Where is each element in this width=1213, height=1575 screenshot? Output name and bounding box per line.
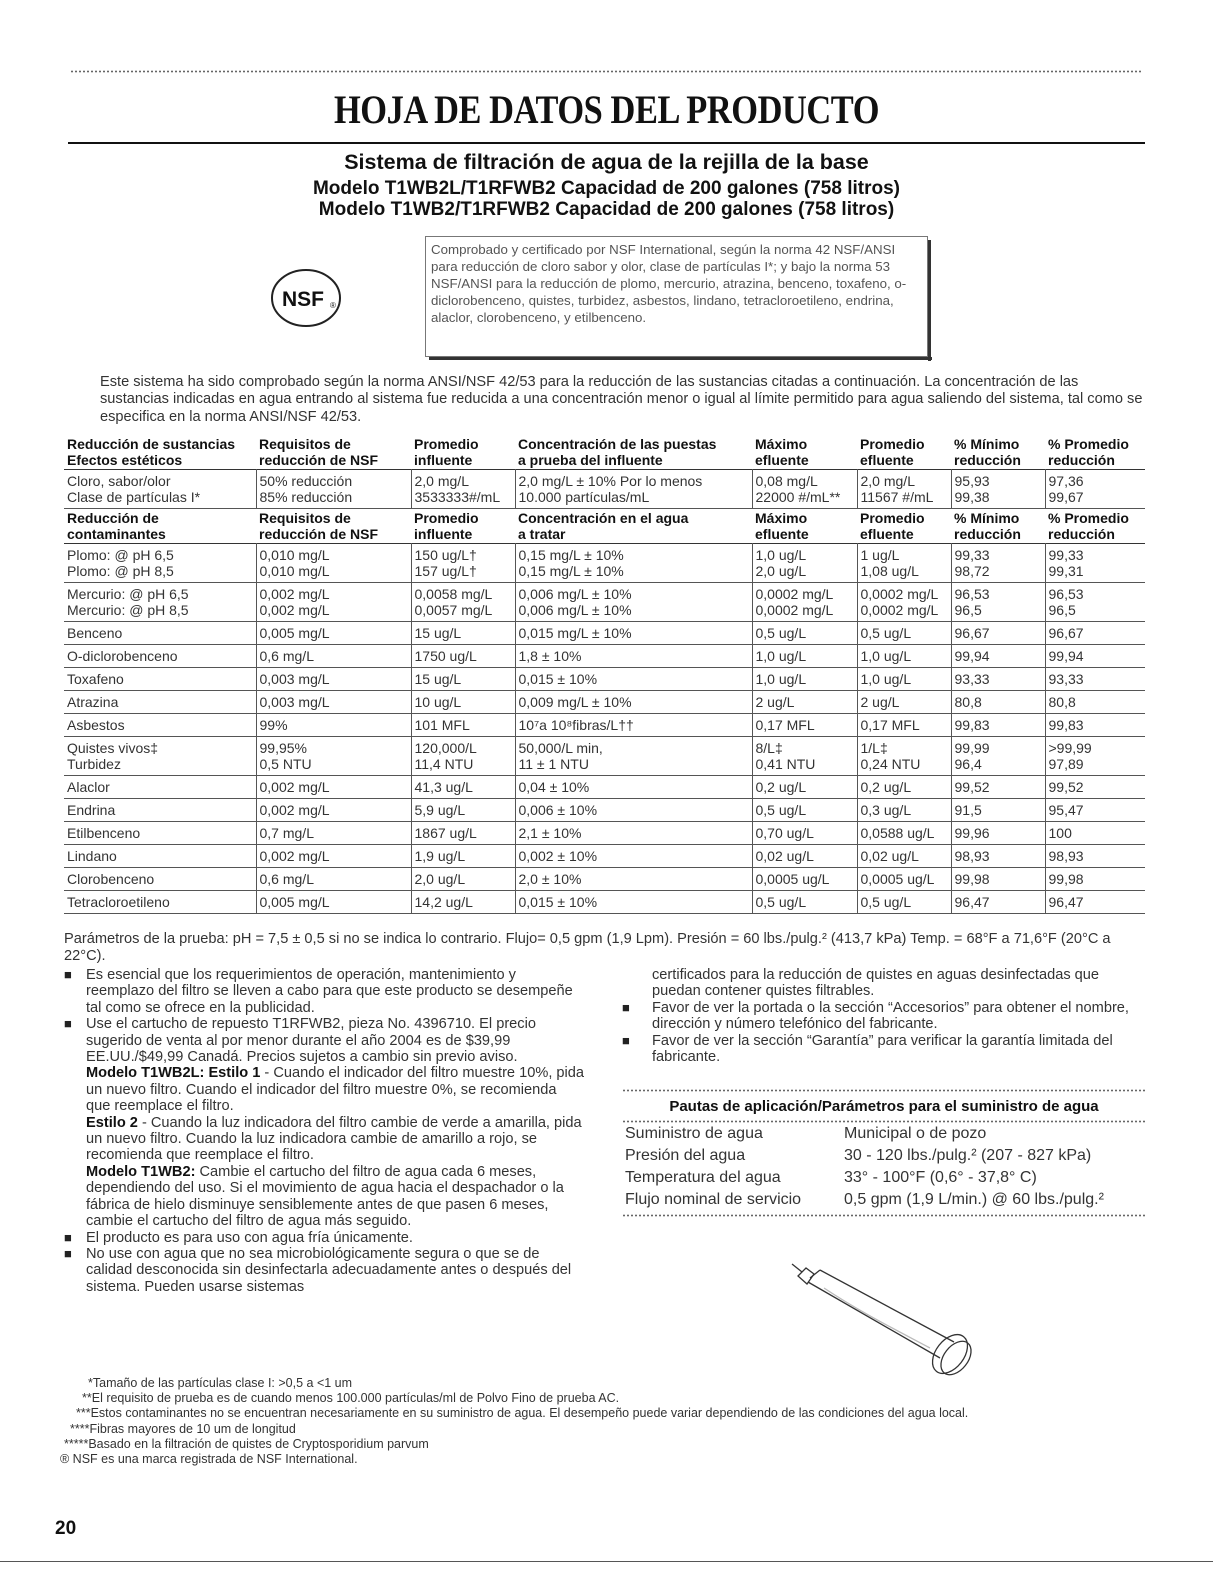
column-header: Reducción de contaminantes (67, 510, 166, 542)
table-cell: 80,8 (1045, 691, 1145, 714)
table-cell: Atrazina (64, 691, 256, 714)
table-cell: 80,8 (951, 691, 1045, 714)
table-cell: 2,0 mg/L 3533333#/mL (411, 470, 515, 509)
guideline-label: Flujo nominal de servicio (625, 1191, 802, 1208)
table-row (64, 737, 1145, 776)
column-header: % Promedio reducción (1048, 510, 1129, 542)
style-2-paragraph (86, 1115, 584, 1164)
table-cell: 1,0 ug/L 2,0 ug/L (752, 544, 857, 583)
table-cell: 0,002 mg/L (256, 799, 411, 822)
table-row (64, 583, 1145, 622)
list-item (64, 1246, 584, 1295)
style-text: - Cuando la luz indicadora del filtro cambie de verde a amarilla, pida un nuevo filtro. Cuando la luz indicadora cambie de amarillo a rojo, se recomienda que reemplace el filtro. (86, 1114, 582, 1164)
table-row (64, 544, 1145, 583)
table-cell: 0,70 ug/L (752, 822, 857, 845)
table-cell: 0,15 mg/L ± 10% 0,15 mg/L ± 10% (515, 544, 752, 583)
intro-paragraph: Este sistema ha sido comprobado según la norma ANSI/NSF 42/53 para la reducción de las sustancias citadas a continuación. La concentración de las sustancias indicadas en agua entrando al sistema fue reducida a una concentración menor o igual al límite permitido para agua saliendo del sistema, tal como se especifica en la norma ANSI/NSF 42/53. (100, 374, 1143, 425)
model-text: Cambie el cartucho del filtro de agua cada 6 meses, dependiendo del uso. Si el movimiento de agua hacia el despachador o la fábrica de hielo disminuye sensiblemente antes de que pasen 6 meses, cambie el cartucho del filtro de agua más seguido. (86, 1163, 564, 1230)
table-cell: 1,8 ± 10% (515, 645, 752, 668)
table-cell: 2,1 ± 10% (515, 822, 752, 845)
column-header: Concentración de las puestas a prueba del influente (518, 436, 717, 468)
table-cell: Toxafeno (64, 668, 256, 691)
table-cell: 0,0002 mg/L 0,0002 mg/L (752, 583, 857, 622)
table-cell: O-diclorobenceno (64, 645, 256, 668)
table-cell: 0,5 ug/L (857, 891, 951, 914)
filter-cartridge-icon (780, 1262, 980, 1392)
table-row (64, 714, 1145, 737)
style-label: Estilo 2 (86, 1114, 138, 1131)
table-cell: 50,000/L min, 11 ± 1 NTU (515, 737, 752, 776)
table-cell: 0,003 mg/L (256, 668, 411, 691)
table-cell: 96,53 96,5 (1045, 583, 1145, 622)
table-cell: 0,0005 ug/L (857, 868, 951, 891)
guideline-value: 30 - 120 lbs./pulg.² (207 - 827 kPa) (844, 1147, 1092, 1164)
table-cell: 99,83 (951, 714, 1045, 737)
table-cell: 10 ug/L (411, 691, 515, 714)
table-cell: 99,98 (1045, 868, 1145, 891)
table-cell: 0,002 mg/L (256, 776, 411, 799)
table-cell: 0,3 ug/L (857, 799, 951, 822)
table-cell: 99,95% 0,5 NTU (256, 737, 411, 776)
model-text: - Cuando el indicador del filtro muestre 10%, pida un nuevo filtro. Cuando el indicador del filtro muestre 0%, se recomienda que reemplace el filtro. (86, 1065, 585, 1115)
table-cell: 99,33 98,72 (951, 544, 1045, 583)
table-row (64, 691, 1145, 714)
bullet-icon: ■ (64, 967, 72, 982)
table-cell: 0,5 ug/L (857, 622, 951, 645)
table-cell: 0,2 ug/L (857, 776, 951, 799)
title-rule (68, 142, 1145, 144)
guidelines-table (622, 1123, 1107, 1211)
guideline-label: Suministro de agua (625, 1125, 763, 1142)
bullet-text: Favor de ver la portada o la sección “Accesorios” para obtener el nombre, dirección y número telefónico del fabricante. (652, 999, 1129, 1033)
column-header: % Mínimo reducción (954, 510, 1021, 542)
table-cell: 0,17 MFL (857, 714, 951, 737)
guidelines-bottom-rule (622, 1214, 1145, 1217)
model-label: Modelo T1WB2L: (86, 1065, 205, 1082)
bullet-icon: ■ (622, 999, 630, 1015)
table-cell: 96,53 96,5 (951, 583, 1045, 622)
table-cell: 0,006 mg/L ± 10% 0,006 mg/L ± 10% (515, 583, 752, 622)
model-line-1: Modelo T1WB2L/T1RFWB2 Capacidad de 200 galones (758 litros) (312, 178, 900, 199)
footnote: **El requisito de prueba es de cuando menos 100.000 partículas/ml de Polvo Fino de prueba AC. (82, 1391, 620, 1406)
table-cell: 0,08 mg/L 22000 #/mL** (752, 470, 857, 509)
right-column (622, 967, 1144, 1065)
table-cell: 2,0 mg/L 11567 #/mL (857, 470, 951, 509)
table-header-row (64, 509, 1145, 544)
table-cell: 0,002 mg/L 0,002 mg/L (256, 583, 411, 622)
table-cell: 2,0 ug/L (411, 868, 515, 891)
table-cell: 95,47 (1045, 799, 1145, 822)
table-cell: 99,52 (1045, 776, 1145, 799)
table-cell: Endrina (64, 799, 256, 822)
column-header: Promedio efluente (860, 510, 925, 542)
table-cell: 96,67 (1045, 622, 1145, 645)
bullet-icon: ■ (64, 1245, 72, 1261)
table-cell: 0,005 mg/L (256, 891, 411, 914)
table-cell: 99% (256, 714, 411, 737)
page-number: 20 (55, 1518, 77, 1539)
column-header: % Promedio reducción (1048, 436, 1129, 468)
table-cell: 1/L‡ 0,24 NTU (857, 737, 951, 776)
column-header: Requisitos de reducción de NSF (259, 436, 379, 468)
table-cell: 120,000/L 11,4 NTU (411, 737, 515, 776)
column-header: Concentración en el agua a tratar (518, 510, 689, 542)
table-cell: 99,83 (1045, 714, 1145, 737)
style-label: Estilo 1 (208, 1065, 261, 1082)
bullet-icon: ■ (64, 1229, 72, 1245)
guideline-row (622, 1189, 1107, 1211)
column-header: Máximo efluente (755, 436, 809, 468)
top-dotted-rule (70, 70, 1143, 73)
footnotes (60, 1376, 1150, 1467)
table-row (64, 645, 1145, 668)
table-cell: 1 ug/L 1,08 ug/L (857, 544, 951, 583)
guideline-value: 0,5 gpm (1,9 L/min.) @ 60 lbs./pulg.² (844, 1191, 1104, 1208)
table-cell: Tetracloroetileno (64, 891, 256, 914)
table-cell: 99,94 (951, 645, 1045, 668)
bullet-text: No use con agua que no sea microbiológicamente segura o que se de calidad desconocida sin desinfectarla adecuadamente antes o después del sistema. Pueden usarse sistemas (86, 1245, 572, 1295)
table-cell: 99,98 (951, 868, 1045, 891)
footnote: ****Fibras mayores de 10 um de longitud (70, 1421, 296, 1436)
table-cell: 2,0 ± 10% (515, 868, 752, 891)
table-cell: 0,5 ug/L (752, 799, 857, 822)
column-header: Máximo efluente (755, 510, 809, 542)
table-cell: 0,17 MFL (752, 714, 857, 737)
column-header: Promedio influente (414, 436, 479, 468)
table-header-row (64, 435, 1145, 470)
table-cell: Clorobenceno (64, 868, 256, 891)
column-header: Requisitos de reducción de NSF (259, 510, 379, 542)
table-cell: Cloro, sabor/olor Clase de partículas I* (64, 470, 256, 509)
footnote: *****Basado en la filtración de quistes de Cryptosporidium parvum (64, 1436, 429, 1451)
table-cell: 99,99 96,4 (951, 737, 1045, 776)
table-cell: 1,0 ug/L (857, 645, 951, 668)
bullet-icon: ■ (64, 1016, 72, 1032)
guideline-value: Municipal o de pozo (844, 1125, 987, 1142)
bullet-text: Favor de ver la sección “Garantía” para verificar la garantía limitada del fabricante. (652, 1032, 1113, 1066)
model-t1wb2l-paragraph (86, 1065, 584, 1114)
table-cell: 1750 ug/L (411, 645, 515, 668)
table-cell: 99,96 (951, 822, 1045, 845)
table-row (64, 668, 1145, 691)
table-cell: 91,5 (951, 799, 1045, 822)
table-cell: 2 ug/L (857, 691, 951, 714)
column-header: % Mínimo reducción (954, 436, 1021, 468)
guideline-row (622, 1123, 1107, 1145)
table-cell: 1,0 ug/L (857, 668, 951, 691)
table-cell: 1,9 ug/L (411, 845, 515, 868)
table-cell: 2 ug/L (752, 691, 857, 714)
table-cell: 50% reducción 85% reducción (256, 470, 411, 509)
table-row (64, 776, 1145, 799)
table-cell: 0,005 mg/L (256, 622, 411, 645)
column-header: Reducción de sustancias Efectos estéticos (67, 436, 236, 468)
table-cell: 0,015 ± 10% (515, 891, 752, 914)
table-cell: 0,0588 ug/L (857, 822, 951, 845)
table-cell: 0,2 ug/L (752, 776, 857, 799)
table-cell: 0,7 mg/L (256, 822, 411, 845)
table-cell: 0,0005 ug/L (752, 868, 857, 891)
table-cell: 0,02 ug/L (857, 845, 951, 868)
bullet-text: El producto es para uso con agua fría únicamente. (86, 1229, 413, 1246)
continued-text: certificados para la reducción de quistes en aguas desinfectadas que puedan contener quistes filtrables. (652, 967, 1100, 1000)
table-cell: 41,3 ug/L (411, 776, 515, 799)
table-cell: 99,52 (951, 776, 1045, 799)
table-row (64, 622, 1145, 645)
table-cell: 0,6 mg/L (256, 868, 411, 891)
table-cell: 101 MFL (411, 714, 515, 737)
table-cell: 93,33 (951, 668, 1045, 691)
table-cell: 15 ug/L (411, 622, 515, 645)
table-cell: 8/L‡ 0,41 NTU (752, 737, 857, 776)
table-cell: 98,93 (1045, 845, 1145, 868)
svg-text:®: ® (330, 301, 336, 310)
bottom-rule (0, 1561, 1213, 1562)
table-cell: 99,94 (1045, 645, 1145, 668)
table-cell: 0,5 ug/L (752, 891, 857, 914)
table-row (64, 845, 1145, 868)
model-t1wb2-paragraph (86, 1164, 584, 1230)
bullet-icon: ■ (622, 1032, 630, 1048)
list-item (64, 967, 584, 1016)
table-cell: 150 ug/L† 157 ug/L† (411, 544, 515, 583)
section-heading: Sistema de filtración de agua de la rejilla de la base (344, 150, 869, 174)
table-cell: Etilbenceno (64, 822, 256, 845)
nsf-logo-text: NSF (282, 288, 324, 311)
table-cell: Alaclor (64, 776, 256, 799)
table-cell: 0,02 ug/L (752, 845, 857, 868)
table-cell: 0,002 ± 10% (515, 845, 752, 868)
table-cell: 1,0 ug/L (752, 668, 857, 691)
table-cell: 0,006 ± 10% (515, 799, 752, 822)
guidelines-title: Pautas de aplicación/Parámetros para el suministro de agua (669, 1098, 1099, 1115)
table-row (64, 470, 1145, 509)
table-cell: 0,009 mg/L ± 10% (515, 691, 752, 714)
table-cell: 96,47 (951, 891, 1045, 914)
list-item (64, 1230, 584, 1246)
performance-data-table (64, 435, 1145, 914)
table-cell: 93,33 (1045, 668, 1145, 691)
column-header: Promedio influente (414, 510, 479, 542)
table-cell: 0,0002 mg/L 0,0002 mg/L (857, 583, 951, 622)
guidelines-top-rule (622, 1089, 1145, 1092)
table-cell: 96,47 (1045, 891, 1145, 914)
table-cell: 10⁷a 10⁸fibras/L†† (515, 714, 752, 737)
table-cell: 2,0 mg/L ± 10% Por lo menos 10.000 partículas/mL (515, 470, 752, 509)
table-row (64, 799, 1145, 822)
table-row (64, 891, 1145, 914)
list-item (622, 1033, 1144, 1066)
column-header: Promedio efluente (860, 436, 925, 468)
table-cell: 0,0058 mg/L 0,0057 mg/L (411, 583, 515, 622)
model-line-2: Modelo T1WB2/T1RFWB2 Capacidad de 200 galones (758 litros) (318, 199, 895, 220)
guideline-value: 33° - 100°F (0,6° - 37,8° C) (844, 1169, 1037, 1186)
list-item (622, 1000, 1144, 1033)
bullet-text: Use el cartucho de repuesto T1RFWB2, pieza No. 4396710. El precio sugerido de venta al por menor durante el año 2004 es de $39,99 EE.UU./$49,99 Canadá. Precios sujetos a cambio sin previo aviso. (86, 1016, 536, 1066)
table-cell: 0,003 mg/L (256, 691, 411, 714)
table-cell: 97,36 99,67 (1045, 470, 1145, 509)
guideline-row (622, 1145, 1107, 1167)
table-cell: 1867 ug/L (411, 822, 515, 845)
table-cell: 96,67 (951, 622, 1045, 645)
guideline-row (622, 1167, 1107, 1189)
footnote: ® NSF es una marca registrada de NSF International. (60, 1452, 358, 1467)
table-cell: 0,002 mg/L (256, 845, 411, 868)
table-cell: Lindano (64, 845, 256, 868)
table-cell: >99,99 97,89 (1045, 737, 1145, 776)
model-label: Modelo T1WB2: (86, 1163, 196, 1180)
table-cell: 100 (1045, 822, 1145, 845)
table-row (64, 868, 1145, 891)
certification-box: Comprobado y certificado por NSF International, según la norma 42 NSF/ANSI para reducción de cloro sabor y olor, clase de partículas I*; y bajo la norma 53 NSF/ANSI para la reducción de plomo, mercurio, atrazina, benceno, toxafeno, o-diclorobenceno, quistes, turbidez, asbestos, lindano, tetracloroetileno, endrina, alaclor, clorobenceno, y etilbenceno. (425, 236, 928, 357)
table-row (64, 822, 1145, 845)
table-cell: Asbestos (64, 714, 256, 737)
table-cell: 15 ug/L (411, 668, 515, 691)
table-cell: Plomo: @ pH 6,5 Plomo: @ pH 8,5 (64, 544, 256, 583)
table-cell: 5,9 ug/L (411, 799, 515, 822)
table-cell: Mercurio: @ pH 6,5 Mercurio: @ pH 8,5 (64, 583, 256, 622)
table-cell: 98,93 (951, 845, 1045, 868)
nsf-logo-icon (270, 268, 342, 328)
table-cell: Quistes vivos‡ Turbidez (64, 737, 256, 776)
bullet-text: Es esencial que los requerimientos de operación, mantenimiento y reemplazo del filtro se lleven a cabo para que este producto se desempeñe tal como se ofrece en la publicidad. (86, 967, 573, 1016)
table-cell: 14,2 ug/L (411, 891, 515, 914)
table-cell: 95,93 99,38 (951, 470, 1045, 509)
test-parameters: Parámetros de la prueba: pH = 7,5 ± 0,5 si no se indica lo contrario. Flujo= 0,5 gpm (1,9 Lpm). Presión = 60 lbs./pulg.² (413,7 kPa) Temp. = 68°F a 71,6°F (20°C a 22°C). (64, 931, 1111, 965)
page-title: HOJA DE DATOS DEL PRODUCTO (333, 87, 880, 132)
table-cell: 0,6 mg/L (256, 645, 411, 668)
table-cell: Benceno (64, 622, 256, 645)
footnote: ***Estos contaminantes no se encuentran necesariamente en su suministro de agua. El desempeño puede variar dependiendo de las condiciones del agua local. (76, 1406, 969, 1421)
table-cell: 0,010 mg/L 0,010 mg/L (256, 544, 411, 583)
table-cell: 99,33 99,31 (1045, 544, 1145, 583)
list-item (64, 1016, 584, 1065)
guideline-label: Temperatura del agua (625, 1169, 781, 1186)
footnote: *Tamaño de las partículas clase I: >0,5 a <1 um (88, 1376, 353, 1390)
guideline-label: Presión del agua (625, 1147, 746, 1164)
table-cell: 0,04 ± 10% (515, 776, 752, 799)
left-column (64, 967, 584, 1295)
table-cell: 0,015 mg/L ± 10% (515, 622, 752, 645)
table-cell: 1,0 ug/L (752, 645, 857, 668)
table-cell: 0,015 ± 10% (515, 668, 752, 691)
table-cell: 0,5 ug/L (752, 622, 857, 645)
